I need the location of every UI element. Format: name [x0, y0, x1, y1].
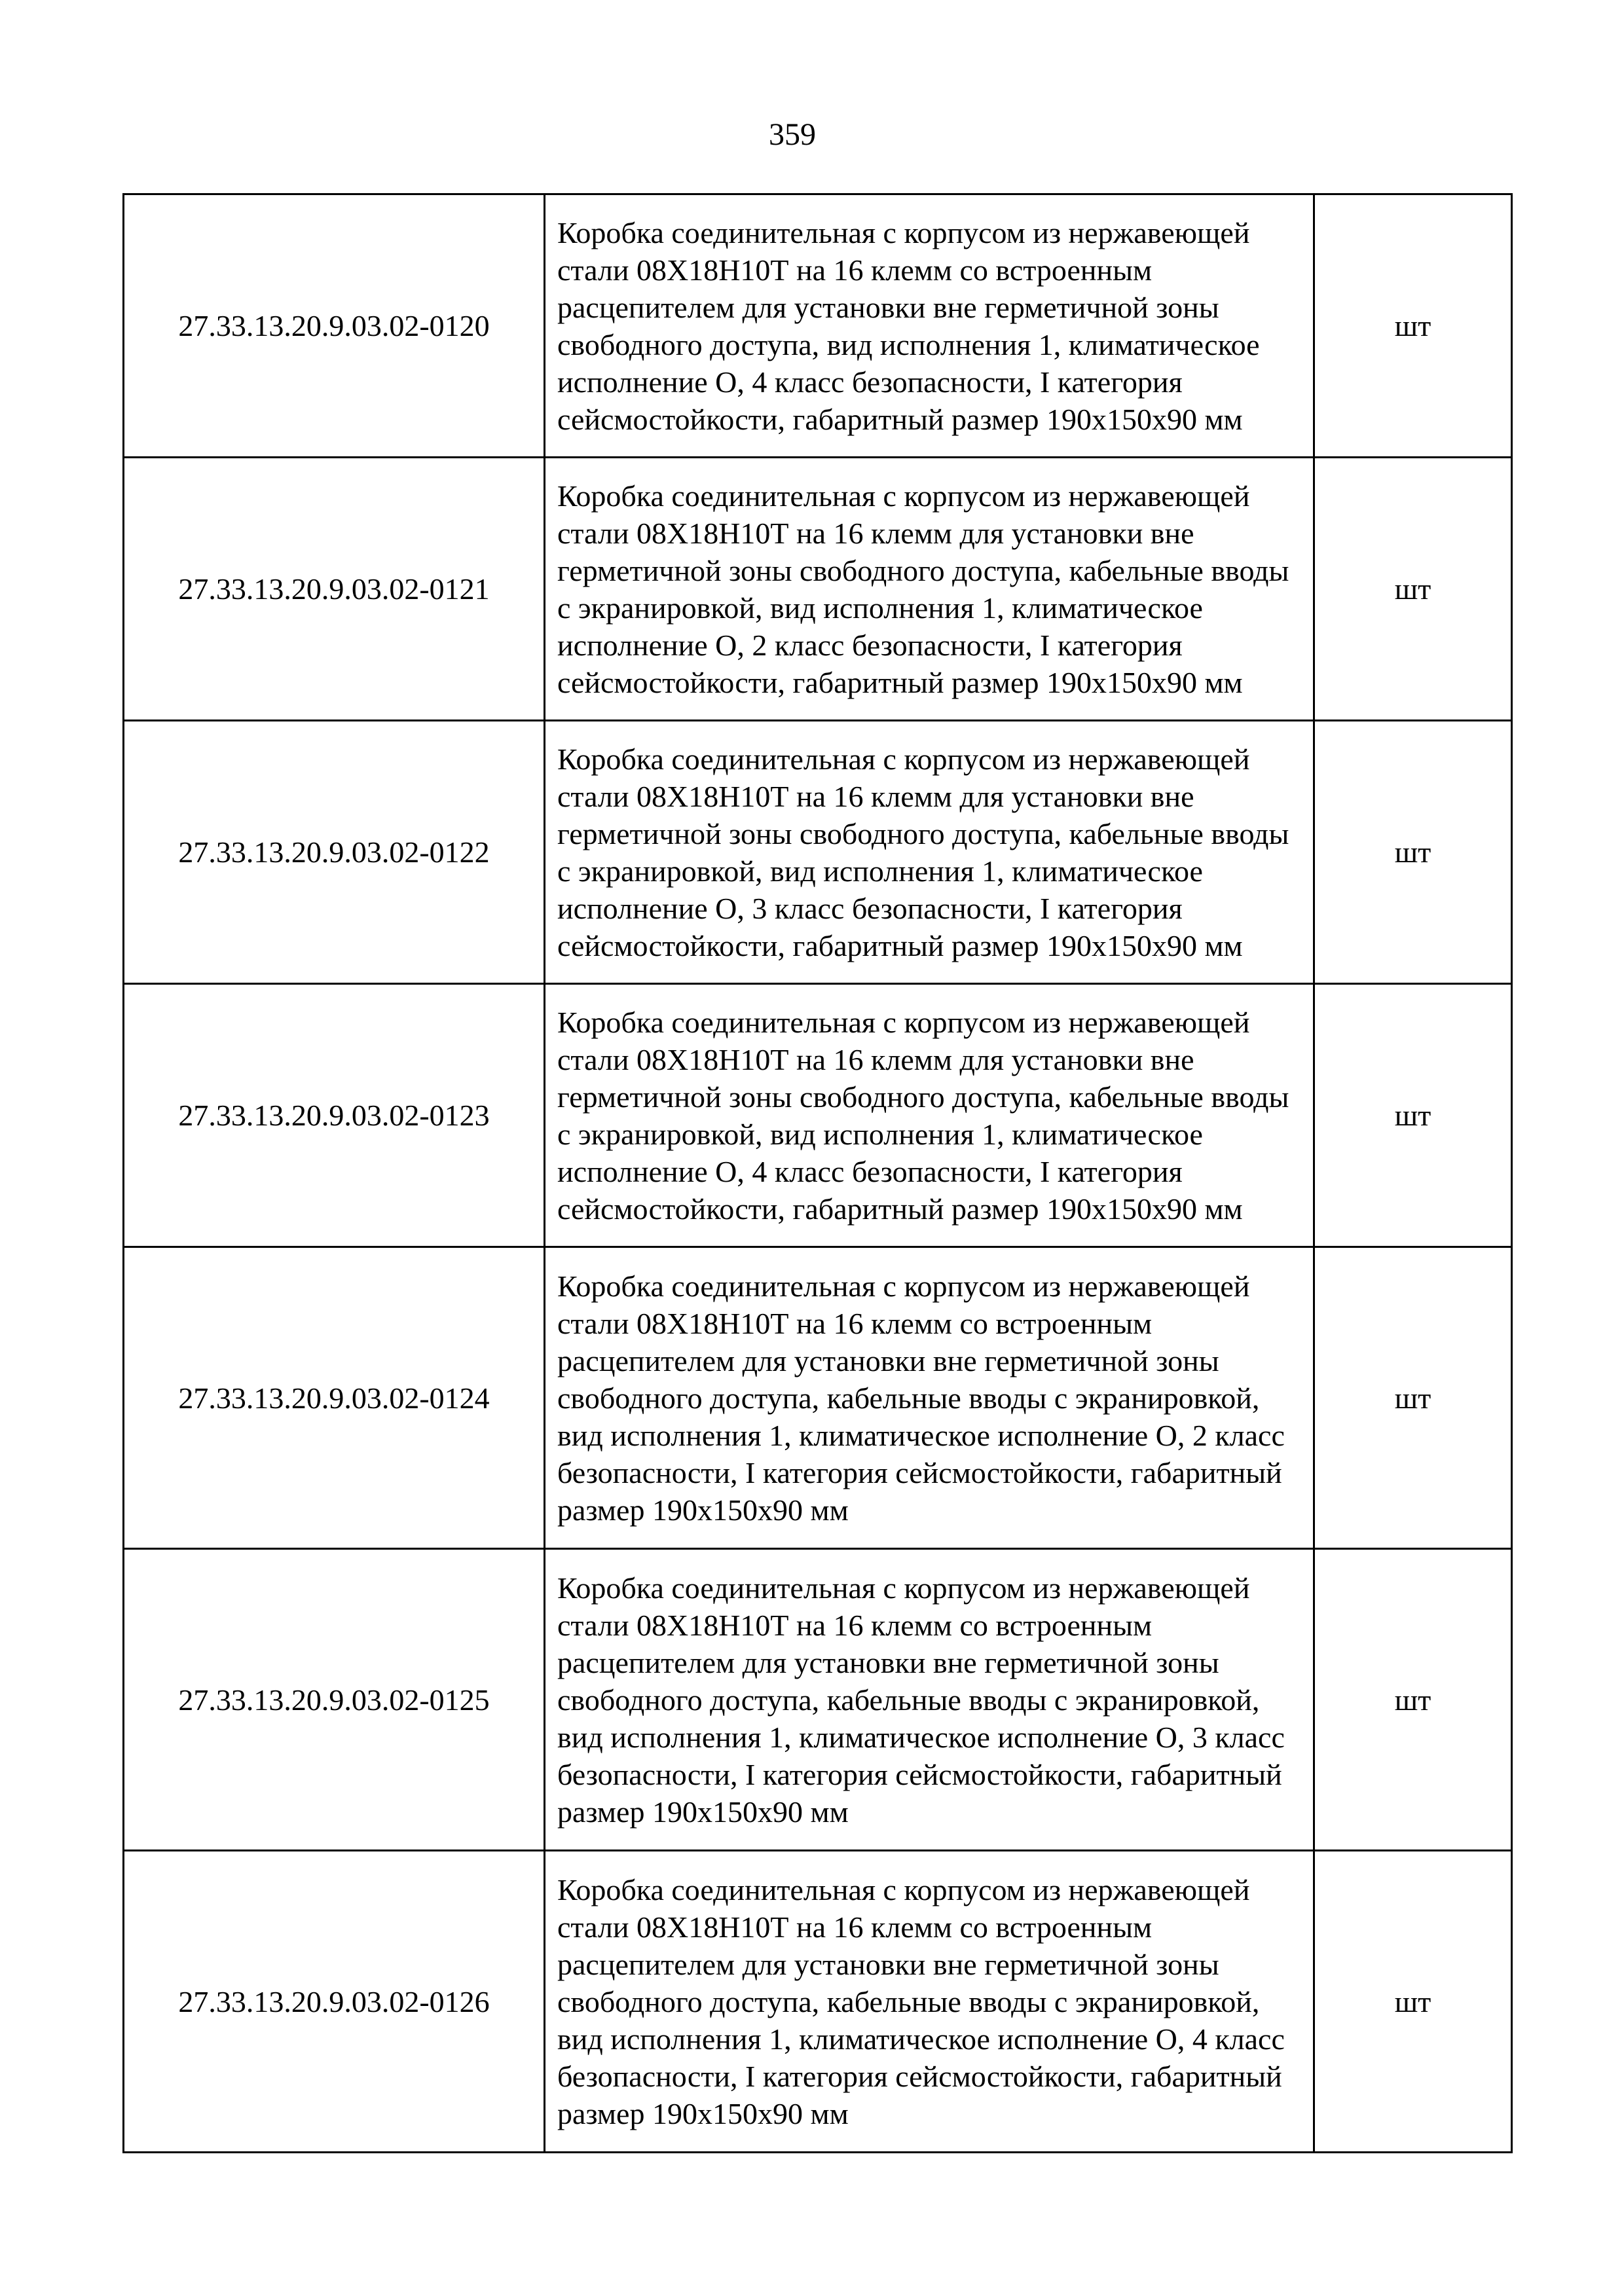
page-number: 359 — [769, 117, 816, 152]
item-unit: шт — [1314, 458, 1512, 721]
item-unit: шт — [1314, 1549, 1512, 1851]
item-unit: шт — [1314, 1247, 1512, 1549]
item-code: 27.33.13.20.9.03.02-0125 — [124, 1549, 545, 1851]
item-description: Коробка соединительная с корпусом из нержавеющей стали 08Х18Н10Т на 16 клемм для установки вне герметичной зоны свободного доступа, кабельные вводы с экранировкой, вид исполнения 1, климатическое исполнение О, 2 класс безопасности, I категория сейсмостойкости, габаритный размер 190х150х90 мм — [545, 458, 1314, 721]
item-unit: шт — [1314, 1851, 1512, 2153]
item-description: Коробка соединительная с корпусом из нержавеющей стали 08Х18Н10Т на 16 клемм для установки вне герметичной зоны свободного доступа, кабельные вводы с экранировкой, вид исполнения 1, климатическое исполнение О, 4 класс безопасности, I категория сейсмостойкости, габаритный размер 190х150х90 мм — [545, 984, 1314, 1247]
item-unit: шт — [1314, 721, 1512, 984]
table-row — [124, 984, 1512, 1247]
item-code: 27.33.13.20.9.03.02-0123 — [124, 984, 545, 1247]
item-description: Коробка соединительная с корпусом из нержавеющей стали 08Х18Н10Т на 16 клемм со встроенным расцепителем для установки вне герметичной зоны свободного доступа, кабельные вводы с экранировкой, вид исполнения 1, климатическое исполнение О, 3 класс безопасности, I категория сейсмостойкости, габаритный размер 190х150х90 мм — [545, 1549, 1314, 1851]
item-code: 27.33.13.20.9.03.02-0120 — [124, 194, 545, 458]
item-description: Коробка соединительная с корпусом из нержавеющей стали 08Х18Н10Т на 16 клемм со встроенным расцепителем для установки вне герметичной зоны свободного доступа, вид исполнения 1, климатическое исполнение О, 4 класс безопасности, I категория сейсмостойкости, габаритный размер 190х150х90 мм — [545, 194, 1314, 458]
item-unit: шт — [1314, 984, 1512, 1247]
item-code: 27.33.13.20.9.03.02-0124 — [124, 1247, 545, 1549]
item-unit: шт — [1314, 194, 1512, 458]
table-row — [124, 1851, 1512, 2153]
table-row — [124, 721, 1512, 984]
table-row — [124, 458, 1512, 721]
item-code: 27.33.13.20.9.03.02-0122 — [124, 721, 545, 984]
item-code: 27.33.13.20.9.03.02-0121 — [124, 458, 545, 721]
item-description: Коробка соединительная с корпусом из нержавеющей стали 08Х18Н10Т на 16 клемм со встроенным расцепителем для установки вне герметичной зоны свободного доступа, кабельные вводы с экранировкой, вид исполнения 1, климатическое исполнение О, 4 класс безопасности, I категория сейсмостойкости, габаритный размер 190х150х90 мм — [545, 1851, 1314, 2153]
specification-table — [122, 193, 1513, 2153]
item-code: 27.33.13.20.9.03.02-0126 — [124, 1851, 545, 2153]
item-description: Коробка соединительная с корпусом из нержавеющей стали 08Х18Н10Т на 16 клемм со встроенным расцепителем для установки вне герметичной зоны свободного доступа, кабельные вводы с экранировкой, вид исполнения 1, климатическое исполнение О, 2 класс безопасности, I категория сейсмостойкости, габаритный размер 190х150х90 мм — [545, 1247, 1314, 1549]
table-row — [124, 1247, 1512, 1549]
table-row — [124, 1549, 1512, 1851]
table-row — [124, 194, 1512, 458]
item-description: Коробка соединительная с корпусом из нержавеющей стали 08Х18Н10Т на 16 клемм для установки вне герметичной зоны свободного доступа, кабельные вводы с экранировкой, вид исполнения 1, климатическое исполнение О, 3 класс безопасности, I категория сейсмостойкости, габаритный размер 190х150х90 мм — [545, 721, 1314, 984]
